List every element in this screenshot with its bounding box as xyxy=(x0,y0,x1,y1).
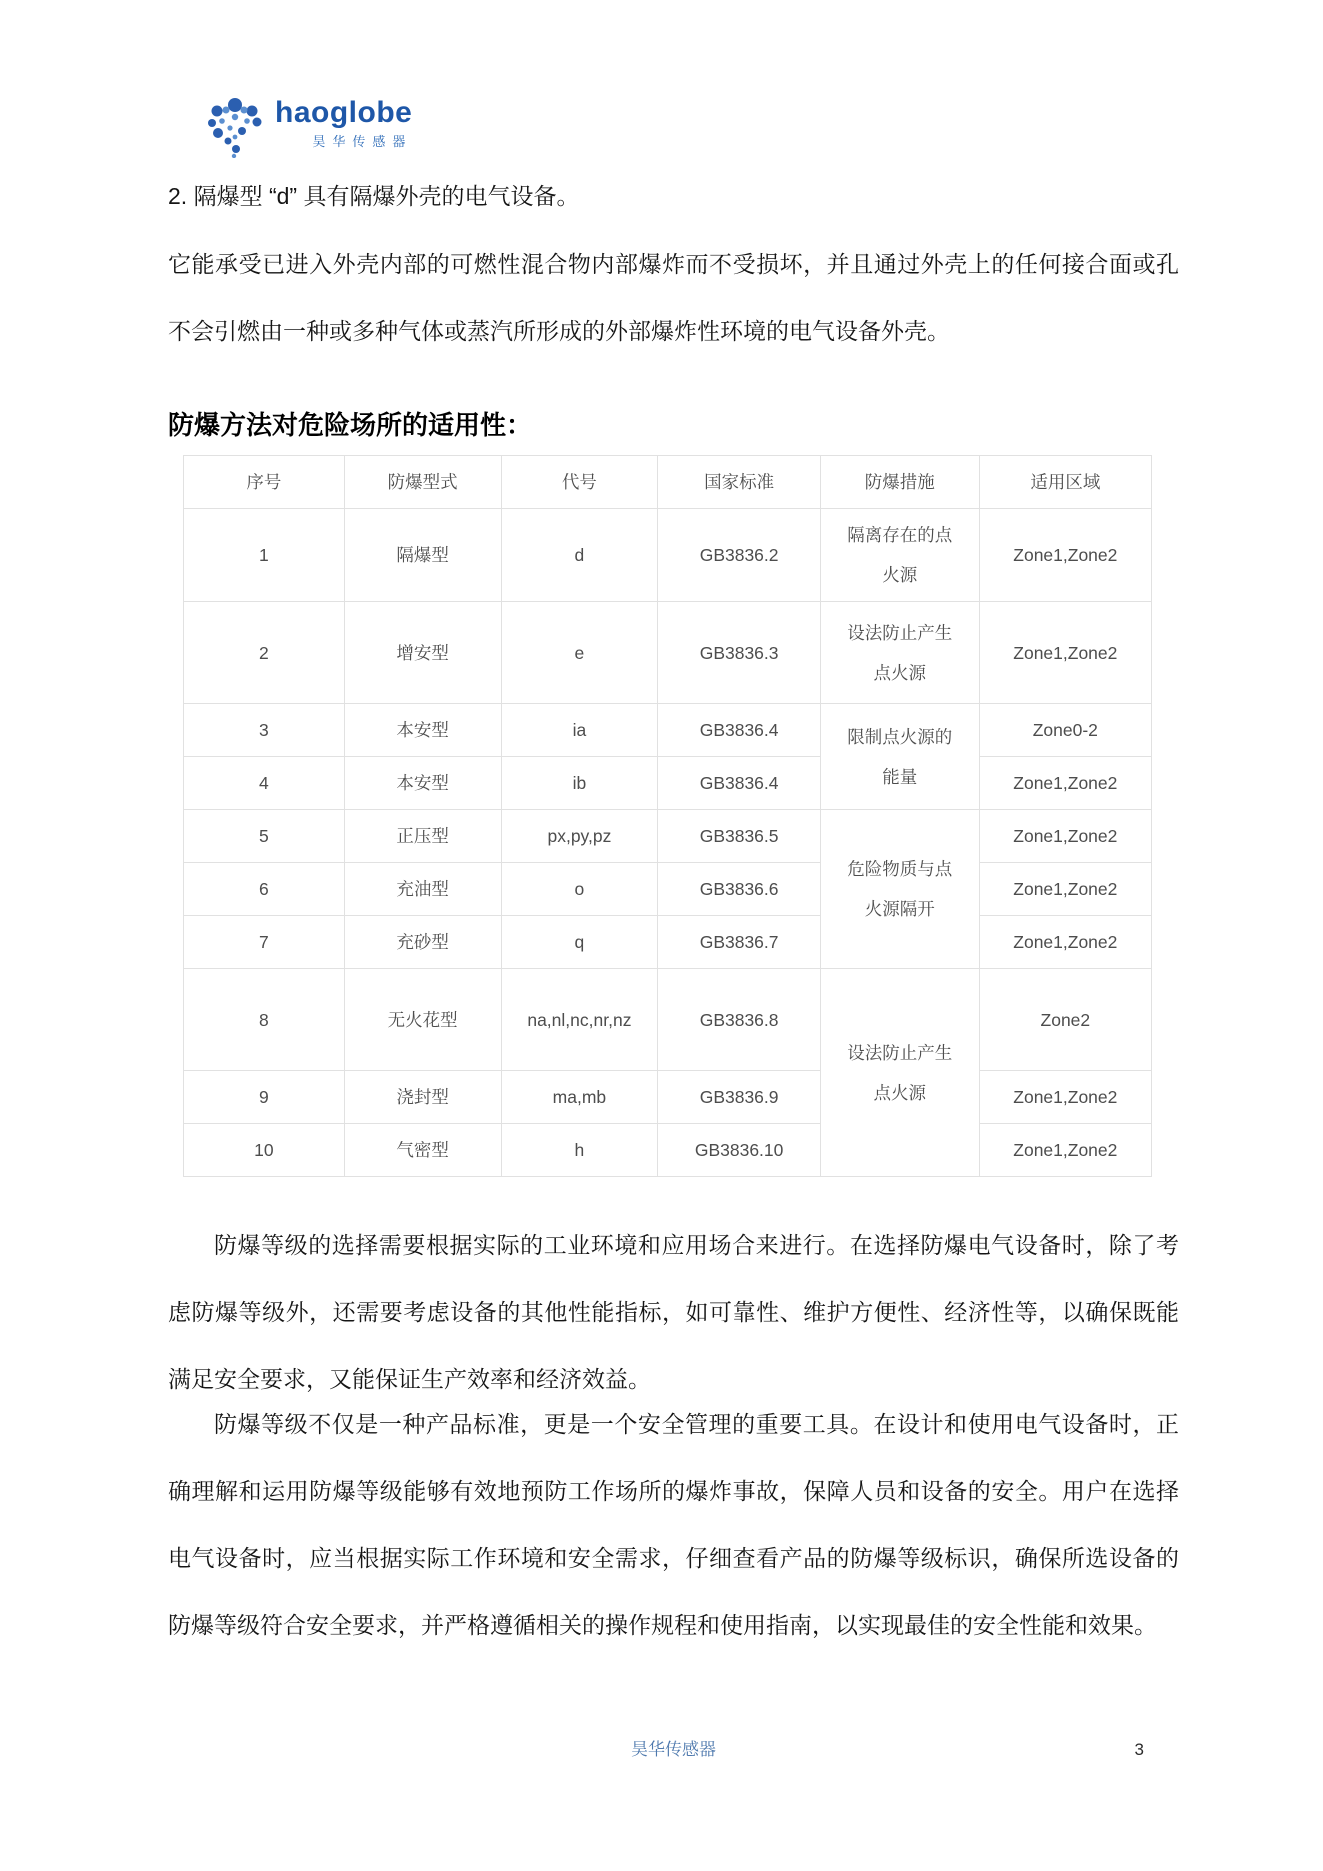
brand-subtitle: 昊华传感器 xyxy=(312,134,413,149)
col-header-no: 序号 xyxy=(184,456,345,509)
page-number: 3 xyxy=(1134,1740,1144,1759)
table-row: 3 本安型 ia GB3836.4 限制点火源的能量 Zone0-2 xyxy=(184,704,1152,757)
footer-brand: 昊华传感器 xyxy=(631,1740,716,1759)
table-row: 7 充砂型 q GB3836.7 Zone1,Zone2 xyxy=(184,916,1152,969)
table-row: 2 增安型 e GB3836.3 设法防止产生点火源 Zone1,Zone2 xyxy=(184,602,1152,704)
table-title: 防爆方法对危险场所的适用性： xyxy=(168,410,533,440)
table-row: 4 本安型 ib GB3836.4 Zone1,Zone2 xyxy=(184,757,1152,810)
paragraph-enclosure: 它能承受已进入外壳内部的可燃性混合物内部爆炸而不受损坏，并且通过外壳上的任何接合面或孔不会引燃由一种或多种气体或蒸汽所形成的外部爆炸性环境的电气设备外壳。 xyxy=(168,251,1179,344)
brand-wordmark: haoglobe xyxy=(275,96,413,129)
table-row: 8 无火花型 na,nl,nc,nr,nz GB3836.8 设法防止产生点火源 Zone2 xyxy=(184,969,1152,1071)
table-row: 6 充油型 o GB3836.6 Zone1,Zone2 xyxy=(184,863,1152,916)
col-header-zone: 适用区域 xyxy=(979,456,1151,509)
logo-dots-icon xyxy=(205,96,267,158)
table-header-row xyxy=(184,456,1152,509)
paragraph-selection: 防爆等级的选择需要根据实际的工业环境和应用场合来进行。在选择防爆电气设备时，除了考虑防爆等级外，还需要考虑设备的其他性能指标，如可靠性、维护方便性、经济性等，以确保既能满足安全要求，又能保证生产效率和经济效益。 xyxy=(168,1232,1179,1392)
explosion-proof-table xyxy=(183,455,1152,1177)
page-footer xyxy=(168,1730,1179,1770)
table-row: 5 正压型 px,py,pz GB3836.5 危险物质与点火源隔开 Zone1,Zone2 xyxy=(184,810,1152,863)
item2-heading: 2. 隔爆型 “d” 具有隔爆外壳的电气设备。 xyxy=(168,183,580,209)
paragraph-management: 防爆等级不仅是一种产品标准，更是一个安全管理的重要工具。在设计和使用电气设备时，正确理解和运用防爆等级能够有效地预防工作场所的爆炸事故，保障人员和设备的安全。用户在选择电气设备时，应当根据实际工作环境和安全需求，仔细查看产品的防爆等级标识，确保所选设备的防爆等级符合安全要求，并严格遵循相关的操作规程和使用指南，以实现最佳的安全性能和效果。 xyxy=(168,1411,1179,1638)
col-header-std: 国家标准 xyxy=(658,456,821,509)
table-row: 9 浇封型 ma,mb GB3836.9 Zone1,Zone2 xyxy=(184,1071,1152,1124)
col-header-code: 代号 xyxy=(501,456,658,509)
col-header-type: 防爆型式 xyxy=(344,456,501,509)
col-header-measure: 防爆措施 xyxy=(820,456,979,509)
brand-logo xyxy=(205,96,412,158)
table-row: 10 气密型 h GB3836.10 Zone1,Zone2 xyxy=(184,1124,1152,1177)
table-row: 1 隔爆型 d GB3836.2 隔离存在的点火源 Zone1,Zone2 xyxy=(184,509,1152,602)
